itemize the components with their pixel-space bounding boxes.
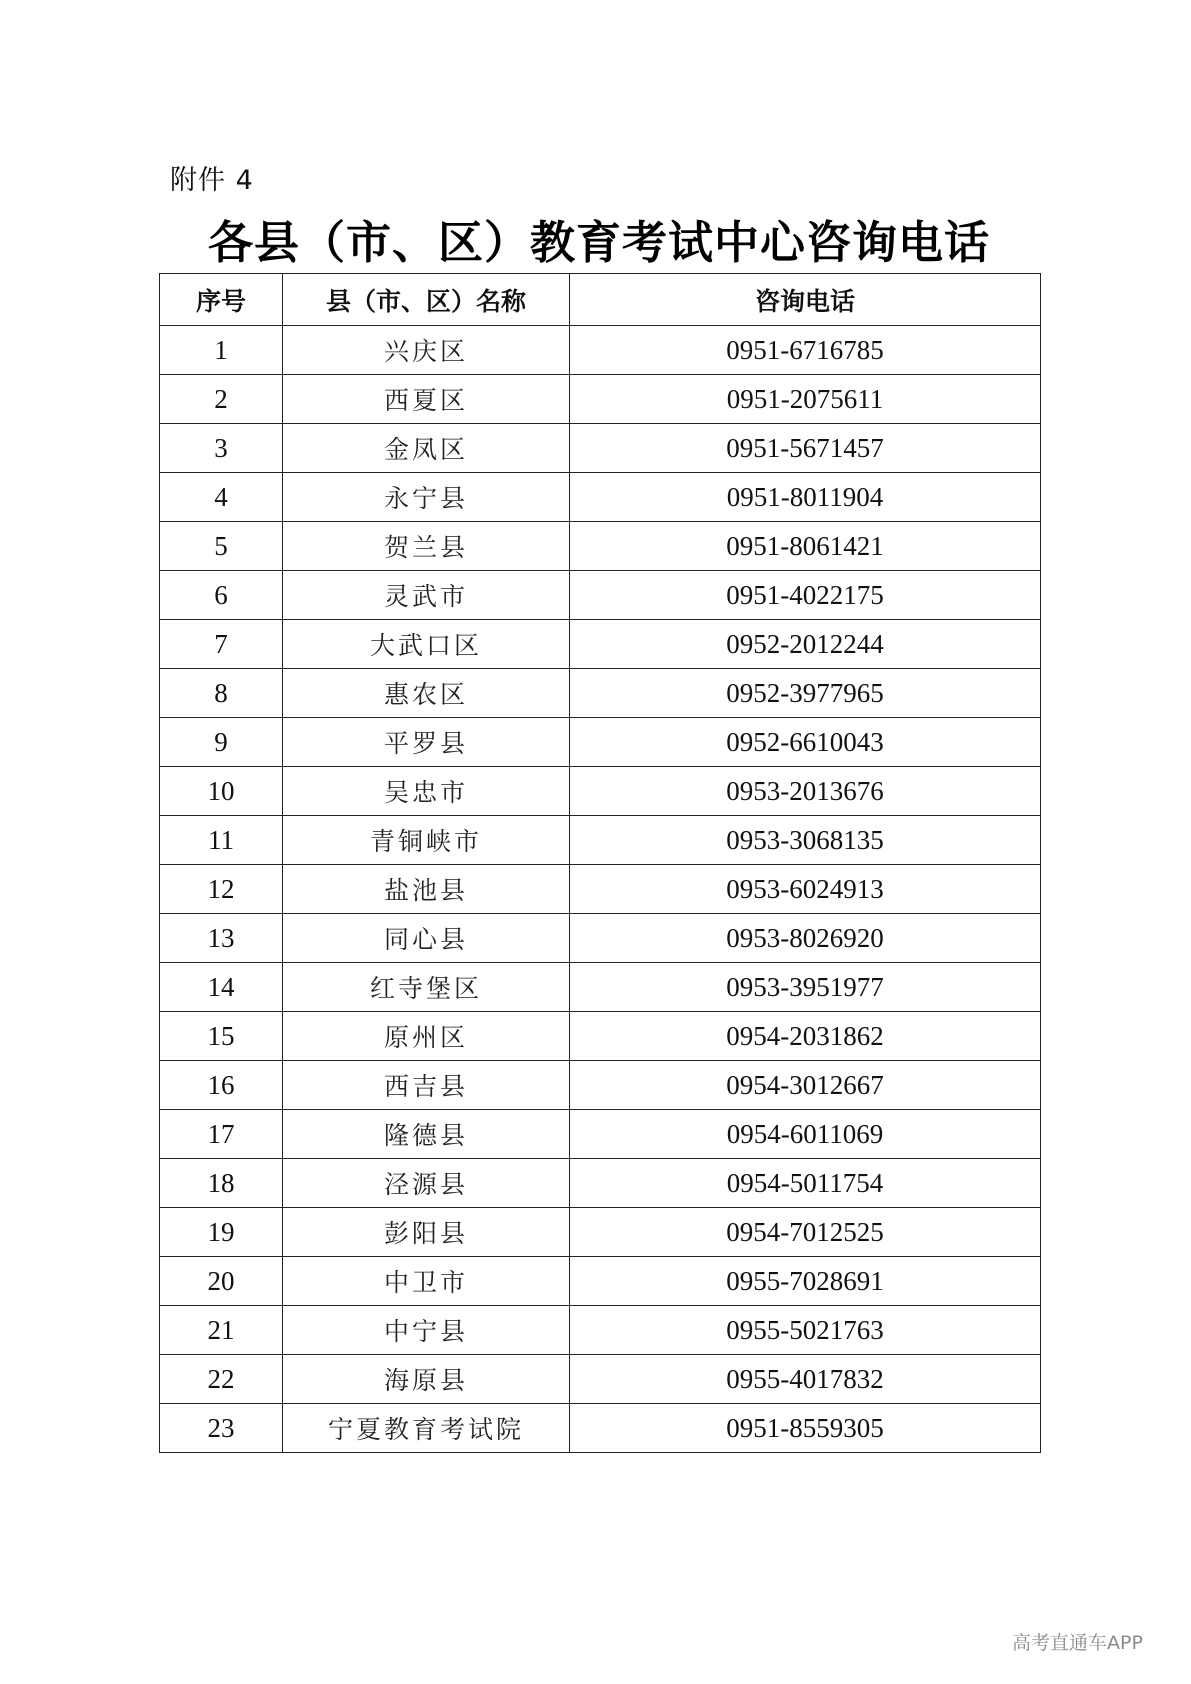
cell-serial-number: 10 [160,767,283,816]
table-header-row [160,274,1041,326]
table-row [160,571,1041,620]
cell-serial-number: 1 [160,326,283,375]
cell-district-name: 灵武市 [283,571,570,620]
cell-phone: 0954-3012667 [570,1061,1041,1110]
cell-phone: 0952-6610043 [570,718,1041,767]
cell-phone: 0955-5021763 [570,1306,1041,1355]
cell-phone: 0951-6716785 [570,326,1041,375]
cell-district-name: 隆德县 [283,1110,570,1159]
cell-phone: 0954-6011069 [570,1110,1041,1159]
table-row [160,767,1041,816]
cell-serial-number: 17 [160,1110,283,1159]
cell-phone: 0954-5011754 [570,1159,1041,1208]
table-row [160,326,1041,375]
cell-serial-number: 12 [160,865,283,914]
cell-district-name: 同心县 [283,914,570,963]
cell-phone: 0951-8559305 [570,1404,1041,1453]
table-body [160,326,1041,1453]
header-serial-number: 序号 [160,274,283,326]
cell-district-name: 西吉县 [283,1061,570,1110]
cell-phone: 0953-6024913 [570,865,1041,914]
table-row [160,1208,1041,1257]
contact-table [159,273,1041,1453]
cell-serial-number: 9 [160,718,283,767]
cell-serial-number: 16 [160,1061,283,1110]
cell-serial-number: 22 [160,1355,283,1404]
table-row [160,1257,1041,1306]
table-row [160,1159,1041,1208]
cell-phone: 0955-7028691 [570,1257,1041,1306]
cell-phone: 0953-3068135 [570,816,1041,865]
cell-phone: 0951-2075611 [570,375,1041,424]
cell-serial-number: 13 [160,914,283,963]
cell-phone: 0955-4017832 [570,1355,1041,1404]
cell-serial-number: 6 [160,571,283,620]
cell-district-name: 中卫市 [283,1257,570,1306]
cell-serial-number: 19 [160,1208,283,1257]
cell-serial-number: 3 [160,424,283,473]
table-row [160,522,1041,571]
table-row [160,718,1041,767]
cell-serial-number: 23 [160,1404,283,1453]
table-row [160,1355,1041,1404]
cell-phone: 0952-3977965 [570,669,1041,718]
cell-serial-number: 14 [160,963,283,1012]
table-row [160,620,1041,669]
cell-district-name: 原州区 [283,1012,570,1061]
cell-serial-number: 7 [160,620,283,669]
cell-serial-number: 21 [160,1306,283,1355]
cell-serial-number: 8 [160,669,283,718]
cell-phone: 0954-2031862 [570,1012,1041,1061]
document-title: 各县（市、区）教育考试中心咨询电话 [207,216,990,269]
cell-phone: 0953-3951977 [570,963,1041,1012]
cell-serial-number: 2 [160,375,283,424]
cell-district-name: 大武口区 [283,620,570,669]
table-row [160,473,1041,522]
header-phone: 咨询电话 [570,274,1041,326]
cell-district-name: 红寺堡区 [283,963,570,1012]
table-row [160,375,1041,424]
cell-district-name: 宁夏教育考试院 [283,1404,570,1453]
table-row [160,963,1041,1012]
cell-district-name: 盐池县 [283,865,570,914]
cell-phone: 0952-2012244 [570,620,1041,669]
table-row [160,1110,1041,1159]
cell-phone: 0953-2013676 [570,767,1041,816]
cell-phone: 0951-8011904 [570,473,1041,522]
table-row [160,865,1041,914]
cell-district-name: 兴庆区 [283,326,570,375]
cell-district-name: 永宁县 [283,473,570,522]
table-row [160,816,1041,865]
cell-serial-number: 4 [160,473,283,522]
watermark: 高考直通车APP [1012,1632,1143,1654]
cell-phone: 0953-8026920 [570,914,1041,963]
cell-serial-number: 15 [160,1012,283,1061]
table-row [160,1404,1041,1453]
cell-serial-number: 11 [160,816,283,865]
table-row [160,1306,1041,1355]
table-row [160,914,1041,963]
table-row [160,1061,1041,1110]
table-row [160,1012,1041,1061]
header-district-name: 县（市、区）名称 [283,274,570,326]
cell-phone: 0951-5671457 [570,424,1041,473]
attachment-label: 附件 4 [170,165,254,196]
cell-serial-number: 5 [160,522,283,571]
cell-district-name: 吴忠市 [283,767,570,816]
table-row [160,669,1041,718]
cell-district-name: 彭阳县 [283,1208,570,1257]
cell-serial-number: 20 [160,1257,283,1306]
table-row [160,424,1041,473]
cell-district-name: 泾源县 [283,1159,570,1208]
cell-phone: 0951-4022175 [570,571,1041,620]
cell-district-name: 平罗县 [283,718,570,767]
cell-phone: 0954-7012525 [570,1208,1041,1257]
cell-serial-number: 18 [160,1159,283,1208]
cell-district-name: 青铜峡市 [283,816,570,865]
cell-district-name: 金凤区 [283,424,570,473]
cell-district-name: 贺兰县 [283,522,570,571]
cell-district-name: 海原县 [283,1355,570,1404]
cell-district-name: 惠农区 [283,669,570,718]
cell-district-name: 中宁县 [283,1306,570,1355]
cell-district-name: 西夏区 [283,375,570,424]
cell-phone: 0951-8061421 [570,522,1041,571]
